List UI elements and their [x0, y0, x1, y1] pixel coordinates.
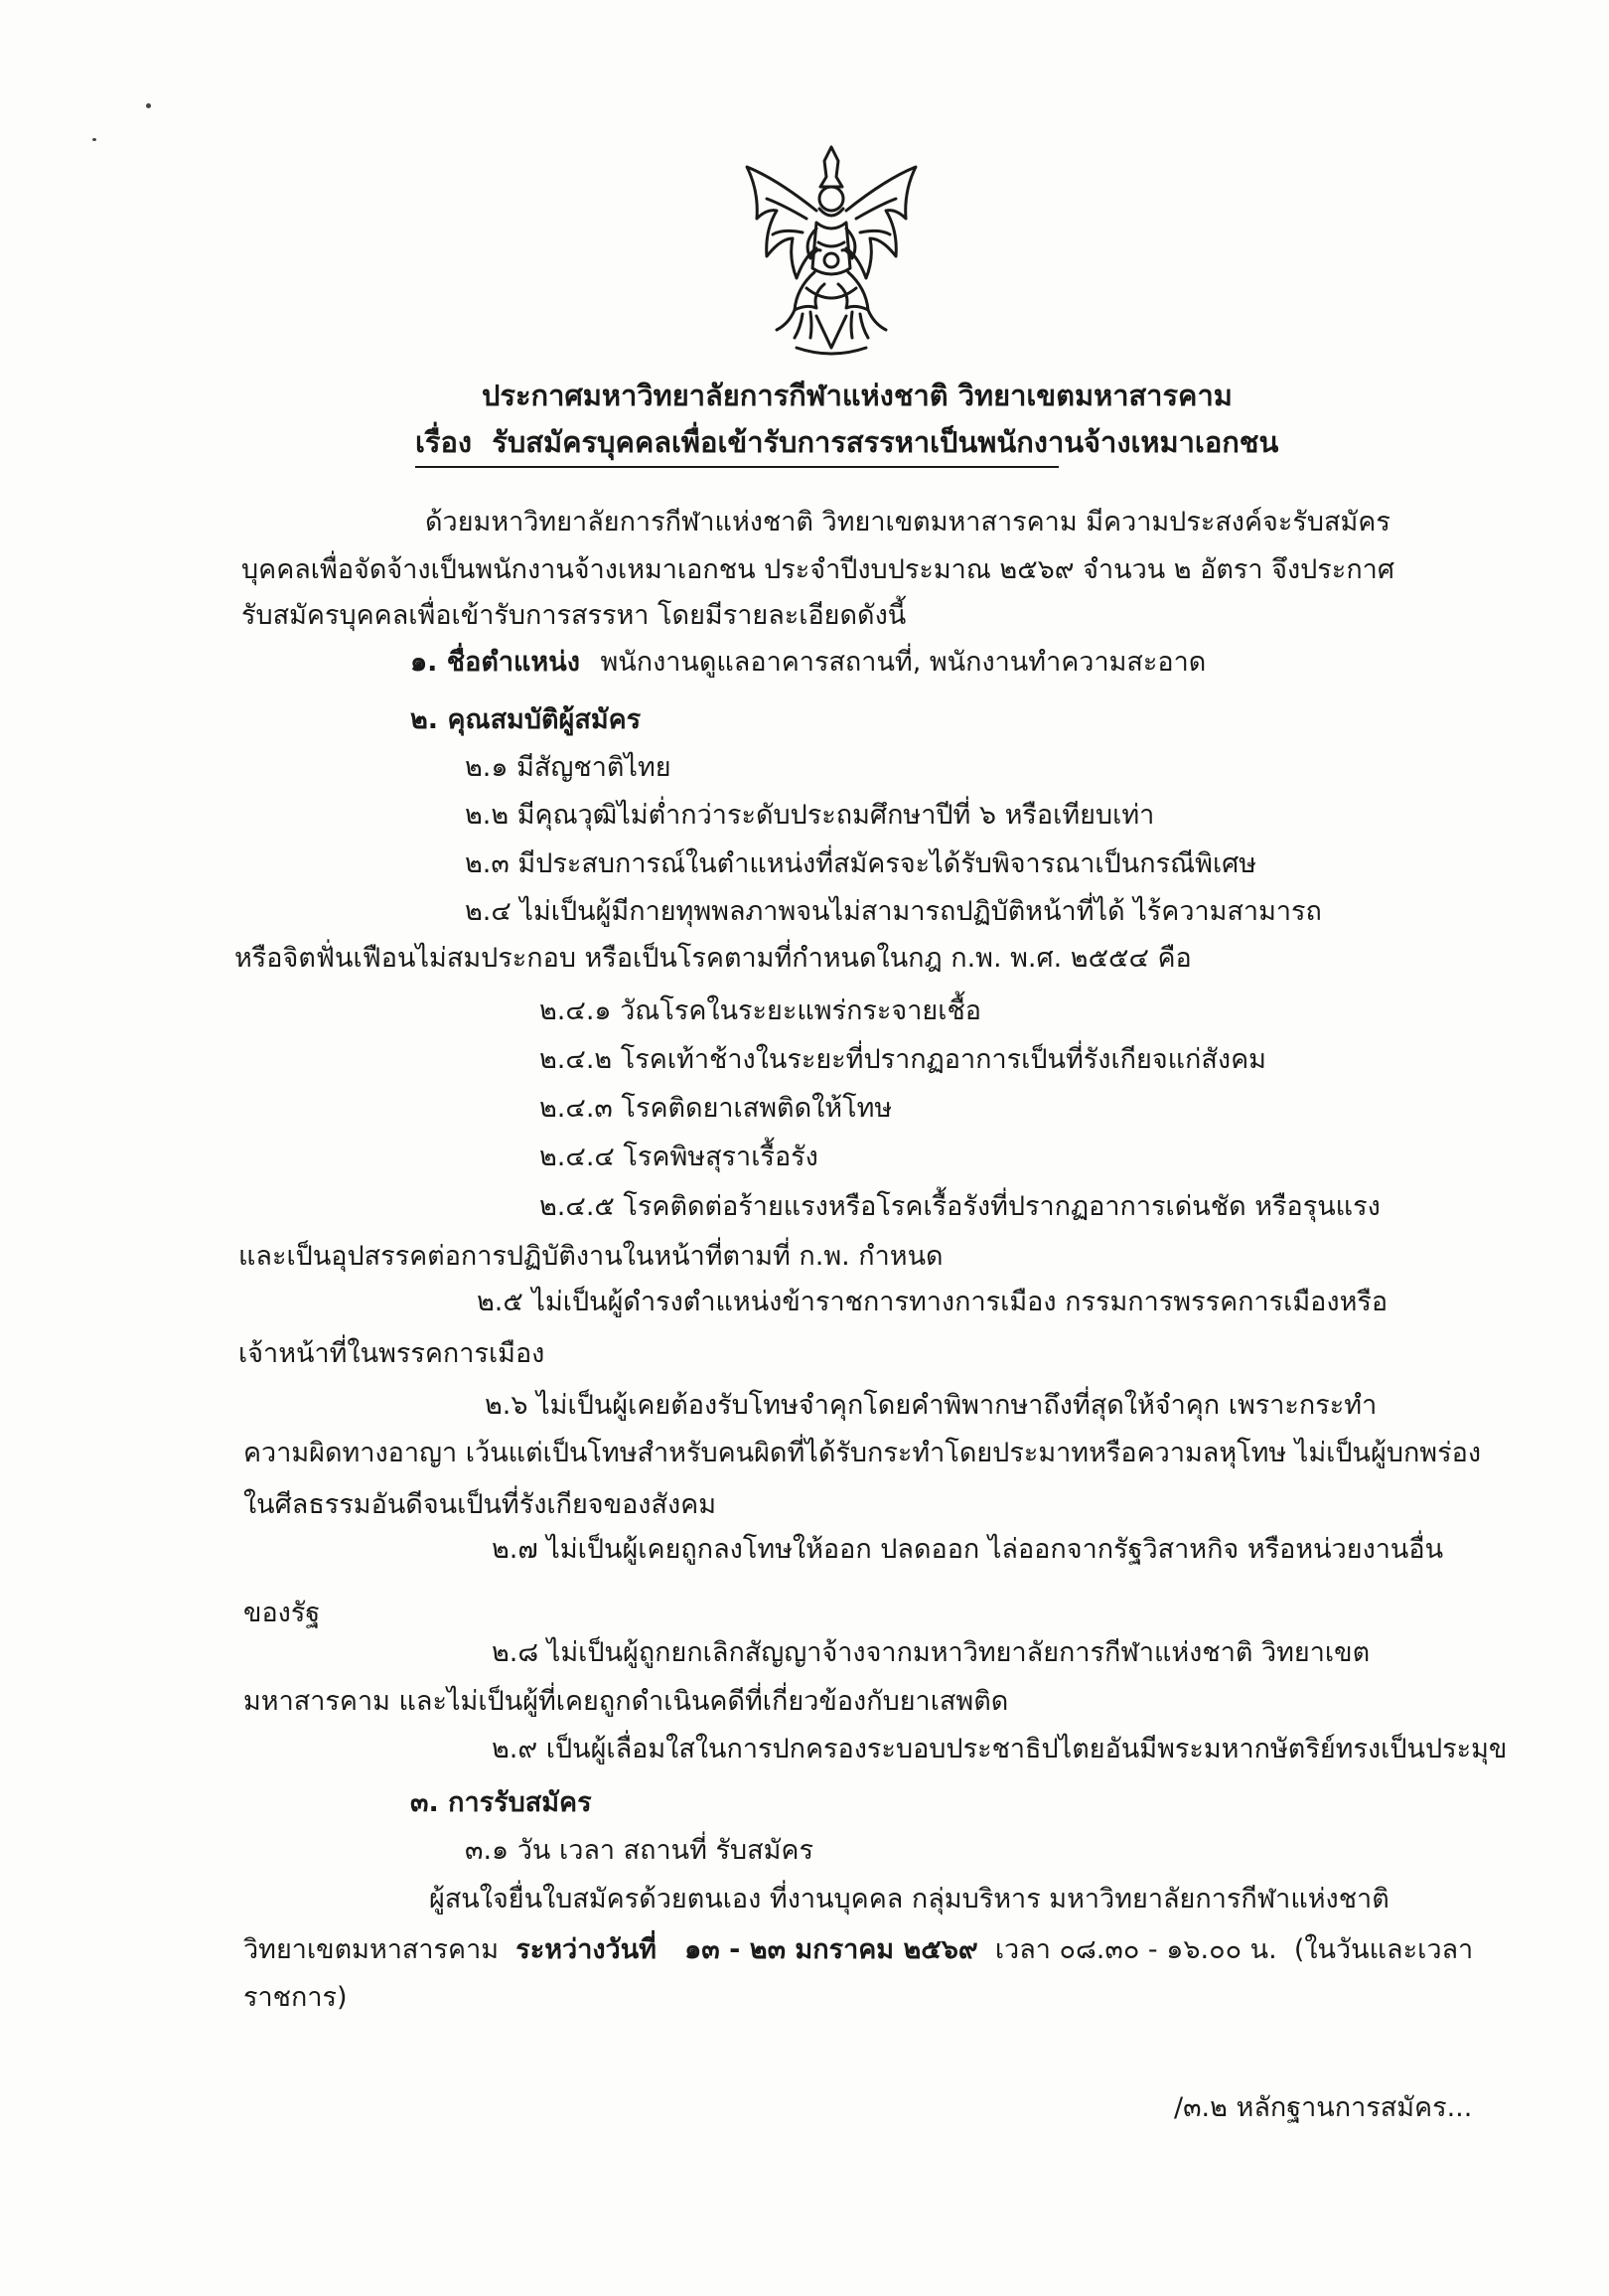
section-1-heading: ๑. ชื่อตำแหน่ง [410, 647, 580, 678]
qualification-item: ๒.๙ เป็นผู้เลื่อมใสในการปกครองระบอบประชาธิปไตยอันมีพระมหากษัตริย์ทรงเป็นประมุข [492, 1734, 1508, 1764]
application-campus: วิทยาเขตมหาสารคาม [243, 1934, 516, 1965]
disease-item-cont: และเป็นอุปสรรคต่อการปฏิบัติงานในหน้าที่ตามที่ ก.พ. กำหนด [238, 1241, 944, 1272]
qualification-item-cont: หรือจิตฟั่นเฟือนไม่สมประกอบ หรือเป็นโรคตามที่กำหนดในกฎ ก.พ. พ.ศ. ๒๕๕๔ คือ [234, 943, 1192, 974]
qualification-item: ๒.๕ ไม่เป็นผู้ดำรงตำแหน่งข้าราชการทางการเมือง กรรมการพรรคการเมืองหรือ [477, 1287, 1389, 1317]
qualification-item: ๒.๗ ไม่เป็นผู้เคยถูกลงโทษให้ออก ปลดออก ไล่ออกจากรัฐวิสาหกิจ หรือหน่วยงานอื่น [492, 1534, 1444, 1565]
announcement-subject [415, 422, 1278, 462]
disease-item: ๒.๔.๕ โรคติดต่อร้ายแรงหรือโรคเรื้อรังที่ปรากฏอาการเด่นชัด หรือรุนแรง [539, 1191, 1381, 1222]
disease-item: ๒.๔.๔ โรคพิษสุราเรื้อรัง [539, 1142, 818, 1172]
subject-underline [415, 466, 1059, 468]
application-paragraph: ผู้สนใจยื่นใบสมัครด้วยตนเอง ที่งานบุคคล กลุ่มบริหาร มหาวิทยาลัยการกีฬาแห่งชาติ [429, 1884, 1390, 1914]
application-period: ระหว่างวันที่ ๑๓ - ๒๓ มกราคม ๒๕๖๙ [515, 1934, 978, 1965]
section-1 [410, 643, 1206, 683]
qualification-item: ๒.๔ ไม่เป็นผู้มีกายทุพพลภาพจนไม่สามารถปฏิบัติหน้าที่ได้ ไร้ความสามารถ [465, 896, 1322, 927]
qualification-item: ๒.๑ มีสัญชาติไทย [465, 752, 671, 783]
subject-prefix: เรื่อง [415, 425, 493, 459]
disease-item: ๒.๔.๓ โรคติดยาเสพติดให้โทษ [539, 1093, 893, 1124]
qualification-item-cont: เจ้าหน้าที่ในพรรคการเมือง [238, 1338, 545, 1369]
disease-item: ๒.๔.๑ วัณโรคในระยะแพร่กระจายเชื้อ [539, 995, 981, 1026]
section-3-heading: ๓. การรับสมัคร [410, 1787, 592, 1818]
qualification-item: ๒.๘ ไม่เป็นผู้ถูกยกเลิกสัญญาจ้างจากมหาวิทยาลัยการกีฬาแห่งชาติ วิทยาเขต [492, 1637, 1371, 1668]
section-2-heading: ๒. คุณสมบัติผู้สมัคร [410, 704, 642, 735]
qualification-item: ๒.๖ ไม่เป็นผู้เคยต้องรับโทษจำคุกโดยคำพิพากษาถึงที่สุดให้จำคุก เพราะกระทำ [485, 1390, 1378, 1421]
announcement-title: ประกาศมหาวิทยาลัยการกีฬาแห่งชาติ วิทยาเขตมหาสารคาม [482, 379, 1233, 412]
qualification-item-cont: มหาสารคาม และไม่เป็นผู้ที่เคยถูกดำเนินคดีที่เกี่ยวข้องกับยาเสพติด [243, 1686, 1009, 1717]
intro-line: ด้วยมหาวิทยาลัยการกีฬาแห่งชาติ วิทยาเขตมหาสารคาม มีความประสงค์จะรับสมัคร [425, 507, 1390, 537]
disease-item: ๒.๔.๒ โรคเท้าช้างในระยะที่ปรากฏอาการเป็นที่รังเกียจแก่สังคม [539, 1044, 1266, 1075]
qualification-item-cont: ของรัฐ [243, 1598, 321, 1628]
application-time: เวลา ๐๘.๓๐ - ๑๖.๐๐ น. (ในวันและเวลา [977, 1934, 1474, 1965]
qualification-item-cont: ในศีลธรรมอันดีจนเป็นที่รังเกียจของสังคม [243, 1489, 716, 1520]
application-paragraph: ราชการ) [243, 1982, 348, 2013]
subject-text: รับสมัครบุคคลเพื่อเข้ารับการสรรหาเป็นพนักงานจ้างเหมาเอกชน [492, 425, 1279, 459]
garuda-emblem-icon [737, 139, 926, 363]
intro-line: รับสมัครบุคคลเพื่อเข้ารับการสรรหา โดยมีรายละเอียดดังนี้ [241, 600, 907, 631]
qualification-item: ๒.๓ มีประสบการณ์ในตำแหน่งที่สมัครจะได้รับพิจารณาเป็นกรณีพิเศษ [465, 848, 1257, 879]
qualification-item-cont: ความผิดทางอาญา เว้นแต่เป็นโทษสำหรับคนผิดที่ได้รับกระทำโดยประมาทหรือความลหุโทษ ไม่เป็นผู้บกพร่อง [243, 1438, 1482, 1468]
scan-speck [146, 103, 151, 108]
scan-speck [92, 138, 96, 141]
application-paragraph [243, 1930, 1473, 1970]
application-subsection: ๓.๑ วัน เวลา สถานที่ รับสมัคร [465, 1835, 813, 1866]
qualification-item: ๒.๒ มีคุณวุฒิไม่ต่ำกว่าระดับประถมศึกษาปีที่ ๖ หรือเทียบเท่า [465, 800, 1155, 831]
section-1-text: พนักงานดูแลอาคารสถานที่, พนักงานทำความสะอาด [600, 647, 1207, 678]
intro-line: บุคคลเพื่อจัดจ้างเป็นพนักงานจ้างเหมาเอกชน ประจำปีงบประมาณ ๒๕๖๙ จำนวน ๒ อัตรา จึงประกาศ [241, 554, 1394, 585]
continuation-note: /๓.๒ หลักฐานการสมัคร... [1174, 2092, 1473, 2123]
